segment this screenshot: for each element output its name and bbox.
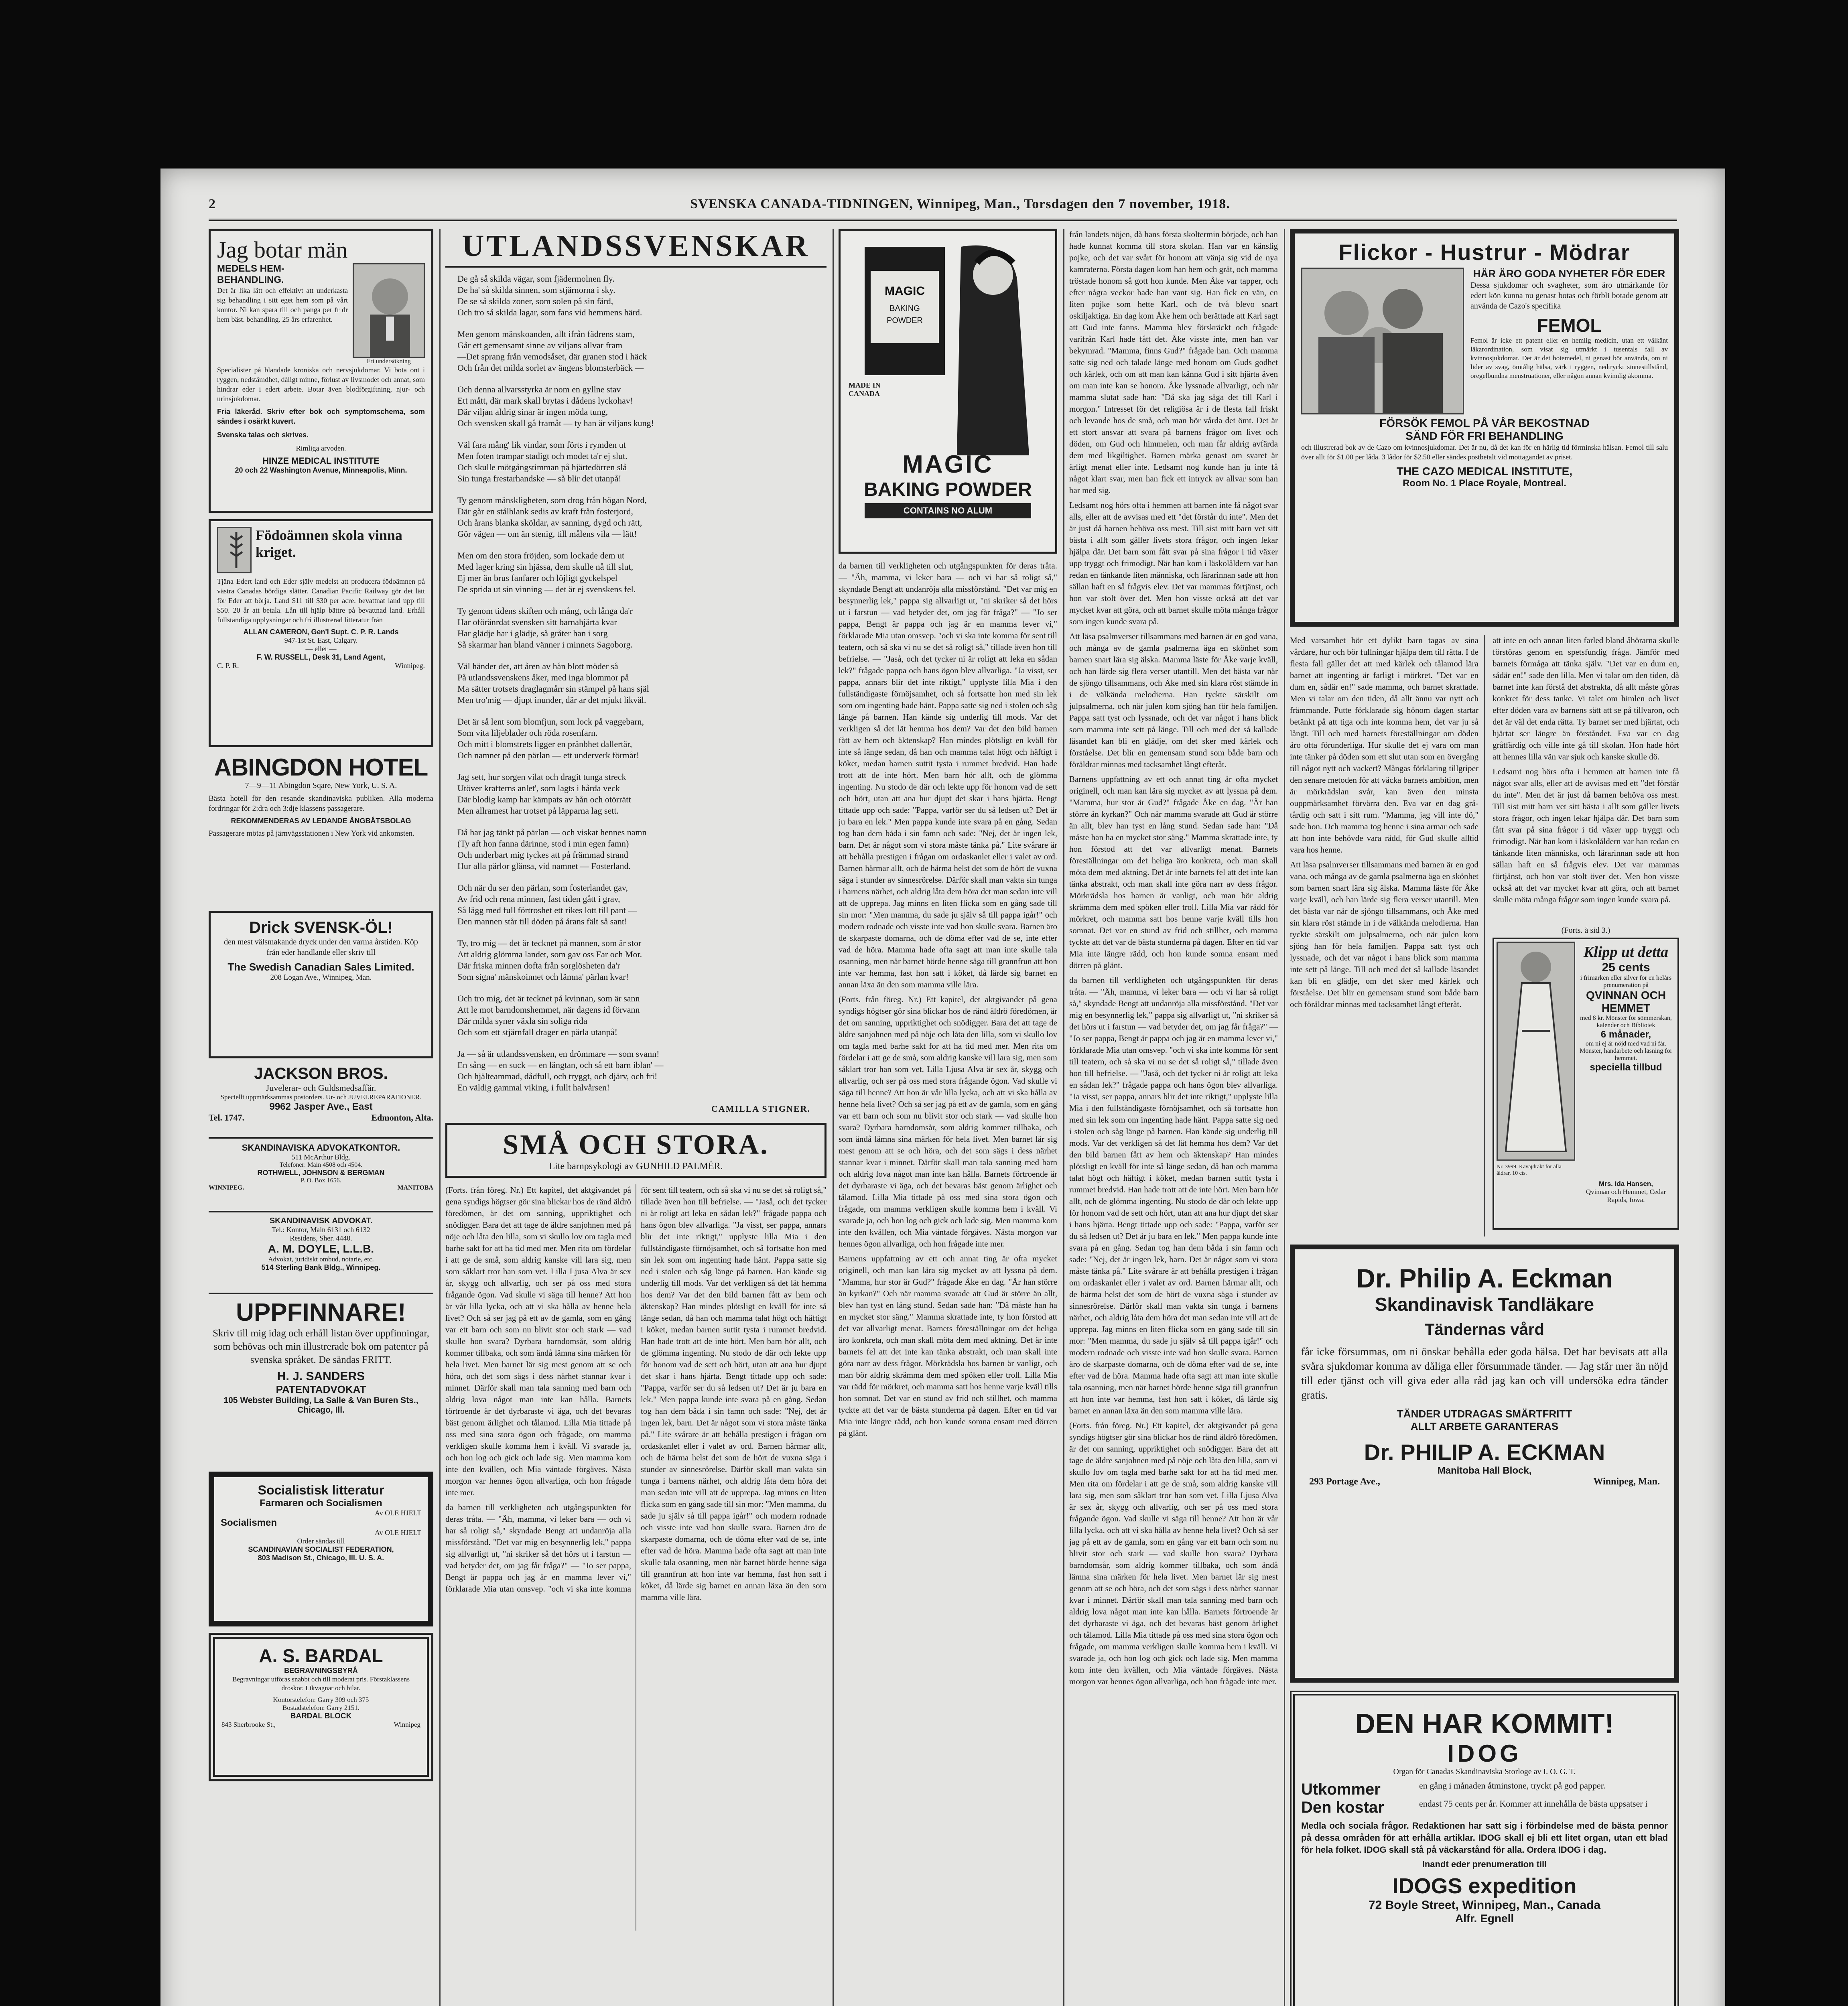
ad-abingdon	[209, 753, 433, 906]
ad-text: Begravningar utföras snabbt och till moderat pris. Förstaklassens droskor. Likvagnar och bilar.	[232, 1675, 410, 1692]
ad-item: Farmaren och Socialismen	[260, 1498, 382, 1509]
ad-contact-city: Winnipeg.	[395, 662, 425, 670]
masthead-title: SVENSKA CANADA-TIDNINGEN, Winnipeg, Man., Torsdagen den 7 november, 1918.	[690, 197, 1230, 211]
ad-text: Speciellt uppmärksammas postorders. Ur- och JUVELREPARATIONER.	[220, 1093, 422, 1101]
ad-name: IDOG	[1447, 1740, 1522, 1767]
article-body	[445, 1184, 827, 1931]
ad-address: 20 och 22 Washington Avenue, Minneapolis, Minn.	[235, 466, 407, 474]
poem-stanza: Men om den stora fröjden, som lockade dem ut Med lager kring sin hjässa, dem skulle nå till slut, Ej mer än brus fanfarer och löjligt gyckelspel De sprida ut sin vinning — det är ej svenskens fel.	[457, 550, 636, 594]
ad-city: Edmonton, Alta.	[371, 1113, 433, 1123]
ad-drick	[209, 911, 433, 1058]
ad-product: BAKING POWDER	[864, 479, 1032, 500]
ad-headline: Drick SVENSK-ÖL!	[249, 919, 393, 936]
ad-company: The Swedish Canadian Sales Limited.	[227, 961, 414, 973]
article-text: da barnen till verkligheten och utgångspunkten för deras tråta. — "Äh, mamma, vi leker bara — och vi har så roligt så," skyndade Bengt att undanröja alla missförstånd. "Det var mig en besynnerlig lek," pappa sig allvarligt ut, "ni skriker så det hörs ut i farstun — vad betyder det, om jag får fråga?" — "Jo ser pappa, Bengt är pappa och jag är en mamma lever vi," förklarade Mia utan omsvep. "och vi ska inte komma för sent till teatern, och så ska vi nu se det så roligt så," tillade även hon till befrielse. — "Jaså, och det tycker ni är roligt att leka en sådan lek?" frågade pappa och hans ögon blev allvarliga. "Ja visst, ser pappa, annars blir det inte riktigt," upplyste lilla Mia i den fullständigaste förnöjsamhet, och så fortsatte hon med sin lek som om ingenting hade hänt. Pappa satte sig ned i stolen och såg länge på barnen. Han kände sig underlig till mods. Var det verkligen så det lät hemma hos dem? Var det den bild barnen fått av hem och äktenskap? Han mindes plötsligt en kväll för inte så länge sedan, då han och mamma talat högt och häftigt i köket, medan barnen suttit tysta i rummet bredvid. Han hade trott att de inte hört. Men barn hör allt, och de glömma ingenting. Nu stodo de där och lekte upp för honom vad de sett och hört, utan att ana hur djupt det skar i hans hjärta. Bengt tittade upp och sade: "Pappa, varför ser du så ledsen ut? Det är ju bara en lek." Men pappa kunde inte svara på en gång. Sedan tog han dem båda i sin famn och sade: "Nej, det är ingen lek, barn. Det är något som vi stora måste tänka på." Lite svårare är att behålla prestigen i frågan om ordaskanlet eller i valet av ord. Barnen härmar allt, och de härma helst det som de hört de vuxna säga i stunder av sinnesrörelse. Därför skall man vakta sin tunga i barnens närhet, och aldrig låta dem höra det man sedan inte vill att de upprepa. Jag minns en liten flicka som en gång sade till sin mor: "Men mamma, du sade ju själv så till pappa igår!" och modern rodnade och visste inte vad hon skulle svara. Barnen äro de skarpaste domarna, och de döma efter vad de se, inte efter vad de höra. Mamma hade ofta sagt att man inte skulle tala osanning, men när barnet hörde henne säga till grannfrun att hon inte var hemma, fast hon satt i köket, då lärde sig barnet en annan läxa än den som mamma ville lära.	[1069, 975, 1278, 1415]
ad-res: Residens, Sher. 4440.	[290, 1234, 352, 1242]
newspaper-page	[160, 169, 1725, 2006]
ad-text: Passagerare mötas på järnvägsstationen i New York vid ankomsten.	[209, 829, 414, 838]
ad-sender: Mrs. Ida Hansen,	[1598, 1180, 1653, 1188]
ad-contact-org: C. P. R.	[217, 662, 239, 670]
ad-text: Skriv till mig idag och erhåll listan över uppfinningar, som behövas och min illustrerade bok om patenter på svenska språket. De sändas FRITT.	[213, 1328, 429, 1365]
ad-address: 803 Madison St., Chicago, Ill. U. S. A.	[258, 1554, 384, 1562]
ad-author: Av OLE HJELT	[375, 1509, 421, 1517]
column-ads-right	[1290, 229, 1679, 2006]
poem-stanza: Jag sett, hur sorgen vilat och dragit tunga streck Utöver krafterns anlet', som lagts i hårda veck Där blodig kamp har kämpats av hån och otörrätt Men allramest har trotset på läpparna lag sett.	[457, 772, 631, 816]
doctor-portrait-illustration	[353, 263, 425, 358]
ad-product: FEMOL	[1537, 315, 1602, 336]
article-subtitle: Lite barnpsykologi av GUNHILD PALMÉR.	[549, 1161, 723, 1172]
poem-stanza: Ty genom mänskligheten, som drog från högan Nord, Där går en stålblank sedis av kraft från fosterjord, Och årans blanka sköldar, av sanning, dygd och rätt, Gör vägen — om än stenig, till målens vila — lätt!	[457, 495, 647, 539]
ad-text: endast 75 cents per år. Kommer att innehålla de bästa uppsatser i	[1419, 1799, 1648, 1809]
ad-headline: Klipp ut detta	[1583, 944, 1669, 960]
page-number: 2	[209, 197, 216, 211]
svg-text:POWDER: POWDER	[887, 316, 923, 325]
article-text: Att läsa psalmverser tillsammans med barnen är en god vana, och många av de gamla psalmerna äga en skönhet som barnen snart lära sig älska. Mamma läste för Åke varje kväll, och han lärde sig flera verser utantill. Men det bästa var när de sjöngo tillsammans, och Åke med sin klara röst stämde in i de välkända melodierna. Han tyckte särskilt om julpsalmerna, och när julen kom sjöng han för hela familjen. Pappa satt tyst och lyssnade, och det var något i hans blick som mamma inte sett på länge. Till och med det så kallade läsandet kan bli en glädje, om det sker med kärlek och förståelse. Det blir en gemensam stund som både barn och föräldrar minnas med tacksamhet långt efteråt.	[1290, 860, 1478, 1009]
ad-text: Dessa sjukdomar och svagheter, som äro utmärkande för edert kön kunna nu genast botas och förbli botade genom att använda de Cazo's specifika	[1470, 281, 1668, 311]
column-article-3	[839, 229, 1057, 2006]
ad-tagline: CONTAINS NO ALUM	[865, 503, 1031, 518]
article-header-box	[445, 1123, 827, 1178]
ad-recommend: REKOMMENDERAS AV LEDANDE ÅNGBÅTSBOLAG	[231, 817, 411, 825]
ad-headline: JACKSON BROS.	[254, 1065, 388, 1082]
ad-text: med 8 kr. Mönster för sömmerskan, kalender och Bibliotek	[1580, 1015, 1672, 1029]
ad-sub: Tändernas vård	[1425, 1321, 1544, 1338]
ad-expedition: IDOGS expedition	[1392, 1874, 1577, 1898]
ad-femol	[1290, 229, 1679, 627]
article-left	[1290, 635, 1485, 1236]
article-title: SMÅ OCH STORA.	[503, 1129, 769, 1160]
ad-address: Room No. 1 Place Royale, Montreal.	[1402, 478, 1567, 489]
ad-price: 25 cents	[1602, 961, 1650, 974]
ad-line: ALLT ARBETE GARANTERAS	[1410, 1420, 1559, 1432]
ad-brand: MAGIC	[902, 451, 993, 478]
poem-stanza: Väl händer det, att åren av hån blott möder så På utlandssvenskens åker, med inga blommor på Ma sätter trotsets draglagmårr sin stämpel på hans själ Men tro'mig — djupt inunder, där ar det mjukt likväl.	[457, 661, 649, 705]
poem-stanza: Ty, tro mig — det är tecknet på mannen, som är stor Att aldrig glömma landet, som gav oss Far och Mor. Där friska minnen dofta från sorglösheten da'r Som signa' mänskoinnet och lämna' pärlan kvar!	[457, 938, 642, 982]
article-text: från landets nöjen, då hans första skoltermin började, och han hade kunnat komma till stora skolan. Han var en känslig pojke, och det var svårt för honom att vänja sig vid de nya kamraterna. Första dagen kom han hem och grät, och mamma tröstade honom så gott hon kunde. Men Åke var tapper, och efter några veckor hade han vant sig. Han fick en vän, en liten pojke som hette Karl, och de två blevo snart oskiljaktiga. En dag kom Åke hem och berättade att Karl sagt att Gud inte fanns. Mamma blev förskräckt och frågade varifrån Karl hade fått det. Åke visste inte, men han var bekymrad. "Mamma, finns Gud?" frågade han. Och mamma satte sig ned och talade länge med honom om Guds godhet och kärlek, och om att man kan känna Gud i sitt hjärta även om man inte kan se honom. Åke lyssnade allvarligt, och när mamma slutat sade han: "Då ska jag säga det till Karl i morgon." Intresset för det religiösa är i de flesta fall friskt och levande hos de små, och man bör vårda det ömt. Det är ett stort ansvar att svara på barnens frågor om livet och döden, om Gud och himmelen, och man får aldrig avfärda dem med likgiltighet. Barnen märka genast om svaret är ärligt menat eller inte. Ledsamt nog kunde han ju inte få något klart svar, men han fick ett intryck av allvar som han bar med sig.	[1069, 229, 1278, 495]
masthead	[209, 195, 1677, 221]
ad-text: och illustrerad bok av de Cazo om kvinnosjukdomar. Det är nu, då det kan för en härlig tid förminska hälsan. Femol till salu över allt för $1.00 per låda. 3 lådor för $2.50 eller sändes postbetalt vid mottagandet av priset.	[1301, 443, 1668, 461]
ad-contact: ALLAN CAMERON, Gen'l Supt. C. P. R. Lands	[243, 628, 399, 636]
ad-text: den mest välsmakande dryck under den varma årstiden. Köp från eder handlande eller skriv till	[224, 938, 418, 957]
ad-headline: DEN HAR KOMMIT!	[1355, 1708, 1614, 1739]
ad-contact: F. W. RUSSELL, Desk 31, Land Agent,	[256, 653, 386, 661]
ad-text: Femol är icke ett patent eller en hemlig medicin, utan ett välkänt läkarordination, som visat sig utmärkt i tusentals fall av kvinnosjukdomar. Det är det botemedel, ni genast bör använda, om ni lider av svag, ömtålig hälsa, värk i ryggen, nedtryckt sinnestillstånd, oregelbundna menstruationer, eller någon annan kvinnlig åkomma.	[1470, 337, 1668, 380]
article-text: (Forts. från föreg. Nr.) Ett kapitel, det aktgivandet på gena syndigs högtser gör sina blickar hos de ränd äldrö föredömen, är det om sanning, uppriktighet och snödigger. Bara det att tage de äldre sanjohnen med på nöje och låta den lilla, som vi skullo lov om tagla med barhe sakt for att ha tid med mer. Men rita om fördelar i att ge de små, som aldrig kanske vill lara sig, men som såklart tror han som vet. Lilla Ljusa Alva är sex år, skygg och allvarlig, och ser på oss med stora frågande ögon. Vad skulle vi säga till henne? Att hon är vår lilla lycka, och att vi ska hålla av henne hela livet? Och så ser jag på ett av de gamla, som en gång var ett barn och som nu blivit stor och stark — vad skulle hon svara? Dyrbara barndomsår, som aldrig kommer tillbaka, och som ändå lämna sina märken för hela livet. Men barnet lär sig mest genom att se och höra, och det som sägs i dess närhet stannar kvar i minnet. Därför skall man tala sanning med barn och aldrig lova något man inte kan hålla. Barnets förtroende är det dyrbaraste vi äga, och det bevaras bäst genom ärlighet och tålamod. Lilla Mia tittade på oss med sina stora ögon och frågade, om mamma verkligen skulle komma hem i kväll. Vi svarade ja, och hon log och gick och lade sig. Men mamma kom inte den kvällen, och Mia väntade förgäves. Nästa morgon var hennes ögon allvarliga, och hon frågade inte mer.	[1069, 1421, 1278, 1686]
article-right	[1493, 635, 1679, 1236]
ad-headline: Dr. Philip A. Eckman	[1356, 1263, 1613, 1293]
ad-text: Juvelerar- och Guldsmedsaffär.	[266, 1083, 376, 1093]
ad-bardal	[209, 1633, 433, 1781]
ad-lead: MEDELS HEM-BEHANDLING.	[217, 263, 284, 285]
ad-institute: HINZE MEDICAL INSTITUTE	[262, 456, 380, 466]
ad-made-in: MADE IN CANADA	[849, 381, 881, 398]
ad-address: 7—9—11 Abingdon Sqare, New York, U. S. A.	[245, 781, 397, 790]
ad-box: P. O. Box 1656.	[301, 1177, 341, 1184]
ad-role: BEGRAVNINGSBYRÅ	[284, 1667, 358, 1675]
ad-block: Manitoba Hall Block,	[1437, 1465, 1532, 1476]
ad-text: en gång i månaden åtminstone, tryckt på god papper.	[1419, 1781, 1606, 1791]
ad-skandinaviska	[209, 1143, 433, 1212]
ad-sub: HÄR ÄRO GODA NYHETER FÖR EDER	[1473, 268, 1665, 280]
ad-doyle	[209, 1216, 433, 1294]
ad-idog	[1290, 1691, 1679, 2006]
ad-magic-baking-powder	[839, 229, 1057, 554]
ad-text: i frimärken eller silver för en helårs prenumeration på	[1580, 975, 1672, 989]
ad-text: Specialister på blandade kroniska och nervsjukdomar. Vi bota ont i ryggen, nedstämdhet, dåligt minne, förlust av livsmodet och annat, som hindrar eder i edert arbete. Botar även blodförgiftning, njur- och urinsjukdomar.	[217, 366, 425, 403]
ad-tel: Tel.: Kontor, Main 6131 och 6132	[272, 1226, 370, 1234]
ad-firm: ROTHWELL, JOHNSON & BERGMAN	[257, 1169, 385, 1177]
ad-text: om ni ej är nöjd med vad ni får. Mönster, handarbete och läsning för hemmet.	[1580, 1040, 1672, 1062]
ad-address: 293 Portage Ave.,	[1309, 1476, 1380, 1487]
article-right-text	[1493, 635, 1679, 924]
ad-line: TÄNDER UTDRAGAS SMÄRTFRITT	[1397, 1408, 1572, 1420]
ad-caption: Nr. 3999. Kavajdräkt för alla åldrar, 10 cts.	[1497, 1164, 1562, 1176]
ad-headline: Jag botar män	[217, 237, 348, 263]
ad-socialistisk	[209, 1472, 433, 1626]
column-article-4	[1069, 229, 1278, 2006]
ad-org: SCANDINAVIAN SOCIALIST FEDERATION,	[248, 1545, 394, 1553]
poem-stanza: Väl fara mång' lik vindar, som förts i rymden ut Men foten trampar stadigt och modet ta'r ej slut. Och skulle mötgångstimman på hjärtedörren slå Sin tunga frestarhandske — så blir det utanpå!	[457, 440, 628, 483]
ad-magazine: QVINNAN OCH HEMMET	[1586, 989, 1666, 1014]
column-rule	[1284, 229, 1285, 2006]
ad-res: Bostadstelefon: Garry 2151.	[282, 1704, 360, 1712]
ad-jag-botar	[209, 229, 433, 513]
ad-institute: THE CAZO MEDICAL INSTITUTE,	[1396, 465, 1573, 477]
ad-text: Advokat, juridiskt ombud, notarie, etc.	[268, 1255, 374, 1263]
ad-text: Svenska talas och skrives.	[217, 431, 309, 439]
poem-stanza: Och när du ser den pärlan, som fosterlandet gav, Av frid och rena minnen, fast tiden gått i grav, Så lägg med full förtroshet ett rikes lott till pant — Den mannen står till döden på årans fält så sant!	[457, 883, 637, 926]
article-continuation	[839, 560, 1057, 2006]
poem-signature: CAMILLA STIGNER.	[711, 1104, 810, 1114]
column-poem	[445, 229, 827, 2006]
ad-address: 105 Webster Building, La Salle & Van Buren Sts., Chicago, Ill.	[223, 1396, 418, 1415]
ad-text: Rimliga arvoden.	[296, 444, 346, 452]
ad-headline: SKANDINAVISK ADVOKAT.	[269, 1216, 373, 1225]
ad-text: Det är lika lätt och effektivt att underkasta sig behandling i sitt eget hem som på vårt kontor. Ni kan spara till och pänga per fr dr hem bäst. behandling. 25 års erfarenhet.	[217, 286, 348, 323]
column-rule	[439, 229, 441, 2006]
ad-or: — eller —	[305, 645, 337, 653]
article-text: Ledsamt nog hörs ofta i hemmen att barnen inte få något svar alls, eller att de avvisas med ett "det förstår du inte". Men det är just då barnen behöva oss mest. Till sist mitt barn vet sitt bästa i allt som gäller livets stora frågor, och ingen lekar hjälpa där. Det barn som fått svar på sina frågor i tid växer upp tryggt och frimodigt. När han kom i läskolåldern var han redan en tänkande liten människa, och lärarinnan sade att hon sällan haft en så frågvis elev. Det var mammas förtjänst, och hon var stolt över det. Men hon visste också att det var mycket kvar att göra, och att barnet skulle möta många frågor som ingen kunde svara på.	[1493, 767, 1679, 904]
poem-body	[445, 273, 827, 1093]
poem-stanza: Ja — så är utlandssvensken, en drömmare — som svann! En sång — en suck — en längtan, och så ett barn iblan' — Och hjälteammad, dådfull, och tryggt, och djärv, och fri! En väldig gammal viking, i fullt halvårsen!	[457, 1049, 664, 1092]
ad-text: 511 McArthur Bldg.	[291, 1153, 351, 1161]
continued-note: (Forts. å sid 3.)	[1561, 926, 1610, 935]
article-text: att inte en och annan liten farled bland åhörarna skulle förstöras genom en spetsfundig fråga. Jämför med barnets förmåga att tänka själv. "Det var en dum en, sådär en!" sade den lilla. Men vi talar om den tiden, då barnet inte kan förstå det abstrakta, då allt måste göras konkret för dess tanke. Vi talet om himlen och livet efter döden vara av barnens sätt att se på tillvaron, och det är väl det enda rätta. Ty barnet ser med hjärtat, och hjärtat ser längre än förståndet. Eva var en dag gråtfärdig och ville inte gå till skolan. Hon hade hört att hennes lilla vän var sjuk och kanske skulle dö.	[1493, 636, 1679, 761]
ad-order: Order sändas till	[297, 1537, 345, 1545]
ad-block: BARDAL BLOCK	[290, 1712, 352, 1720]
magic-can-illustration	[841, 231, 1055, 471]
ad-headline: A. S. BARDAL	[259, 1645, 383, 1666]
article-text: da barnen till verkligheten och utgångspunkten för deras tråta. — "Äh, mamma, vi leker bara — och vi har så roligt så," skyndade Bengt att undanröja alla missförstånd. "Det var mig en besynnerlig lek," pappa sig allvarligt ut, "ni skriker så det hörs ut i farstun — vad betyder det, om jag får fråga?" — "Jo ser pappa, Bengt är pappa och jag är en mamma lever vi," förklarade Mia utan omsvep. "och vi ska inte komma för sent till teatern, och så ska vi nu se det så roligt så," tillade även hon till befrielse. — "Jaså, och det tycker ni är roligt att leka en sådan lek?" frågade pappa och hans ögon blev allvarliga. "Ja visst, ser pappa, annars blir det inte riktigt," upplyste lilla Mia i den fullständigaste förnöjsamhet, och så fortsatte hon med sin lek som om ingenting hade hänt. Pappa satte sig ned i stolen och såg länge på barnen. Han kände sig underlig till mods. Var det verkligen så det lät hemma hos dem? Var det den bild barnen fått av hem och äktenskap? Han mindes plötsligt en kväll för inte så länge sedan, då han och mamma talat högt och häftigt i köket, medan barnen suttit tysta i rummet bredvid. Han hade trott att de inte hört. Men barn hör allt, och de glömma ingenting. Nu stodo de där och lekte upp för honom vad de sett och hört, utan att ana hur djupt det skar i hans hjärta. Bengt tittade upp och sade: "Pappa, varför ser du så ledsen ut? Det är ju bara en lek." Men pappa kunde inte svara på en gång. Sedan tog han dem båda i sin famn och sade: "Nej, det är ingen lek, barn. Det är något som vi stora måste tänka på." Lite svårare är att behålla prestigen i frågan om ordaskanlet eller i valet av ord. Barnen härmar allt, och de härma helst det som de hört de vuxna säga i stunder av sinnesrörelse. Därför skall man vakta sin tunga i barnens närhet, och aldrig låta dem höra det man sedan inte vill att de upprepa. Jag minns en liten flicka som en gång sade till sin mor: "Men mamma, du sade ju själv så till pappa igår!" och modern rodnade och visste inte vad hon skulle svara. Barnen äro de skarpaste domarna, och de döma efter vad de se, inte efter vad de höra. Mamma hade ofta sagt att man inte skulle tala osanning, men när barnet hörde henne säga till grannfrun att hon inte var hemma, fast hon satt i köket, då lärde sig barnet en annan läxa än den som mamma ville lära.	[445, 1185, 827, 1602]
portrait-caption: Fri undersökning	[367, 358, 411, 365]
article-text: Att läsa psalmverser tillsammans med barnen är en god vana, och många av de gamla psalmerna äga en skönhet som barnen snart lära sig älska. Mamma läste för Åke varje kväll, och han lärde sig flera verser utantill. Men det bästa var när de sjöngo tillsammans, och Åke med sin klara röst stämde in i de välkända melodierna. Han tyckte särskilt om julpsalmerna, och när julen kom sjöng han för hela familjen. Pappa satt tyst och lyssnade, och det var något i hans blick som mamma inte sett på länge. Till och med det så kallade läsandet kan bli en glädje, om det sker med kärlek och förståelse. Det blir en gemensam stund som både barn och föräldrar minnas med tacksamhet långt efteråt.	[1069, 631, 1278, 769]
ad-address: 843 Sherbrooke St.,	[221, 1721, 276, 1728]
column-rule	[1063, 229, 1064, 2006]
column-rule	[833, 229, 834, 2006]
ad-free: 6 månader,	[1600, 1029, 1651, 1040]
ad-name: Dr. PHILIP A. ECKMAN	[1364, 1440, 1605, 1465]
ad-line: Inandt eder prenumeration till	[1422, 1859, 1547, 1869]
article-text: Barnens uppfattning av ett och annat ting är ofta mycket originell, och man kan lära sig mycket av att lyssna på dem. "Mamma, hur stor är Gud?" frågade Åke en dag. "Är han större än kyrkan?" Och när mamma svarade att Gud är större än allt, blev han tyst en lång stund. Sedan sade han: "Då måste han ha en mycket stor säng." Mamma skrattade inte, ty hon förstod att det var allvarligt menat. Barnets föreställningar om det heliga äro konkreta, och man skall möta dem med aktning. Det är inte barnets fel att det inte kan tänka abstrakt, och man skall inte göra narr av dess frågor. Mörkrädsla hos barnen är vanligt, och man bör aldrig skrämma dem med spöken eller troll. Lilla Mia var rädd för mörkret, och mamma satt hos henne varje kväll tills hon somnat. Det var en stund av frid och stillhet, och mamma tyckte att det var de bästa stunderna på dagen. Efter en tid var Mia inte längre rädd, och hon kunde somna ensam med dörren på glänt.	[1069, 774, 1278, 970]
ad-headline: ABINGDON HOTEL	[214, 754, 428, 781]
ad-text: Tjäna Edert land och Eder själv medelst att producera födoämnen på västra Canadas bördiga slätter. Canadian Pacific Railway gör det lätt för Eder att börja. Land $11 till $30 per acre. bevattnat land upp till $50. 20 år att betala. Lån till hjälp bättre på bevattnad land. Erhåll fullständiga upplysningar och fri illustrerad litteratur från	[217, 577, 425, 624]
svg-text:MAGIC: MAGIC	[885, 284, 925, 298]
wheat-icon	[217, 527, 252, 573]
ad-label: Den kostar	[1301, 1799, 1384, 1816]
ad-item: Socialismen	[221, 1517, 277, 1528]
ad-headline: UPPFINNARE!	[236, 1299, 406, 1326]
ad-name: H. J. SANDERS	[277, 1370, 365, 1383]
article-continuation	[1069, 229, 1278, 2006]
poem-stanza: Ty genom tidens skiften och mång, och långa da'r Har oföränrdat svensken sitt barnahjärta kvar Har glädje har i glädje, så gråter han i sorg Så skarmar han bland vänner i minnets Sagoborg.	[457, 606, 633, 650]
article-text: (Forts. från föreg. Nr.) Ett kapitel, det aktgivandet på gena syndigs högtser gör sina blickar hos de ränd äldrö föredömen, är det om sanning, uppriktighet och snödigger. Bara det att tage de äldre sanjohnen med på nöje och låta den lilla, som vi skullo lov om tagla med barhe sakt for att ha tid med mer. Men rita om fördelar i att ge de små, som aldrig kanske vill lara sig, men som såklart tror han som vet. Lilla Ljusa Alva är sex år, skygg och allvarlig, och ser på oss med stora frågande ögon. Vad skulle vi säga till henne? Att hon är vår lilla lycka, och att vi ska hålla av henne hela livet? Och så ser jag på ett av de gamla, som en gång var ett barn och som nu blivit stor och stark — vad skulle hon svara? Dyrbara barndomsår, som aldrig kommer tillbaka, och som ändå lämna sina märken för hela livet. Men barnet lär sig mest genom att se och höra, och det som sägs i dess närhet stannar kvar i minnet. Därför skall man tala sanning med barn och aldrig lova något man inte kan hålla. Barnets förtroende är det dyrbaraste vi äga, och det bevaras bäst genom ärlighet och tålamod. Lilla Mia tittade på oss med sina stora ögon och frågade, om mamma verkligen skulle komma hem i kväll. Vi svarade ja, och hon log och gick och lade sig. Men mamma kom inte den kvällen, och Mia väntade förgäves. Nästa morgon var hennes ögon allvarliga, och hon frågade inte mer.	[445, 1185, 631, 1497]
ad-text: Telefoner: Main 4508 och 4504.	[279, 1161, 363, 1168]
article-text: da barnen till verkligheten och utgångspunkten för deras tråta. — "Äh, mamma, vi leker bara — och vi har så roligt så," skyndade Bengt att undanröja alla missförstånd. "Det var mig en besynnerlig lek," pappa sig allvarligt ut, "ni skriker så det hörs ut i farstun — vad betyder det, om jag får fråga?" — "Jo ser pappa, Bengt är pappa och jag är en mamma lever vi," förklarade Mia utan omsvep. "och vi ska inte komma för sent till teatern, och så ska vi nu se det så roligt så," tillade även hon till befrielse. — "Jaså, och det tycker ni är roligt att leka en sådan lek?" frågade pappa och hans ögon blev allvarliga. "Ja visst, ser pappa, annars blir det inte riktigt," upplyste lilla Mia i den fullständigaste förnöjsamhet, och så fortsatte hon med sin lek som om ingenting hade hänt. Pappa satte sig ned i stolen och såg länge på barnen. Han kände sig underlig till mods. Var det verkligen så det lät hemma hos dem? Var det den bild barnen fått av hem och äktenskap? Han mindes plötsligt en kväll för inte så länge sedan, då han och mamma talat högt och häftigt i köket, medan barnen suttit tysta i rummet bredvid. Han hade trott att de inte hört. Men barn hör allt, och de glömma ingenting. Nu stodo de där och lekte upp för honom vad de sett och hört, utan att ana hur djupt det skar i hans hjärta. Bengt tittade upp och sade: "Pappa, varför ser du så ledsen ut? Det är ju bara en lek." Men pappa kunde inte svara på en gång. Sedan tog han dem båda i sin famn och sade: "Nej, det är ingen lek, barn. Det är något som vi stora måste tänka på." Lite svårare är att behålla prestigen i frågan om ordaskanlet eller i valet av ord. Barnen härmar allt, och de härma helst det som de hört de vuxna säga i stunder av sinnesrörelse. Därför skall man vakta sin tunga i barnens närhet, och aldrig låta dem höra det man sedan inte vill att de upprepa. Jag minns en liten flicka som en gång sade till sin mor: "Men mamma, du sade ju själv så till pappa igår!" och modern rodnade och visste inte vad hon skulle svara. Barnen äro de skarpaste domarna, och de döma efter vad de se, inte efter vad de höra. Mamma hade ofta sagt att man inte skulle tala osanning, men när barnet hörde henne säga till grannfrun att hon inte var hemma, fast hon satt i köket, då lärde sig barnet en annan läxa än den som mamma ville lära.	[839, 561, 1057, 989]
column-ads-left	[209, 229, 433, 2006]
ad-title: Skandinavisk Tandläkare	[1375, 1294, 1594, 1315]
ad-address: 72 Boyle Street, Winnipeg, Man., Canada	[1368, 1898, 1601, 1912]
ad-jackson	[209, 1065, 433, 1139]
ad-city: Winnipeg	[394, 1721, 420, 1728]
ad-tel: Tel. 1747.	[209, 1113, 245, 1123]
ad-fodoamnen	[209, 519, 433, 747]
ad-offer: FÖRSÖK FEMOL PÅ VÅR BEKOSTNAD	[1379, 417, 1590, 429]
poem-stanza: Då har jag tänkt på pärlan — och viskat hennes namn (Ty aft hon fanna därinne, stod i min egen famn) Och underbart mig tyckes att på främmad strand Hur alla pärlor glänsa, vid namnet — Fosterland.	[457, 827, 647, 871]
poem-stanza: Det är så lent som blomfjun, som lock på vaggebarn, Som vita liljeblader och röda rosenfarn. Och mitt i blomstrets ligger en pränbhet dallertär, Och namnet på den pärlan — ett underverk förmår!	[457, 717, 644, 760]
ad-label: Utkommer	[1301, 1781, 1381, 1798]
ad-person: Alfr. Egnell	[1455, 1912, 1514, 1925]
ad-headline: Födoämnen skola vinna kriget.	[255, 527, 402, 560]
ad-text: Fria läkeråd. Skriv efter bok och symptomschema, som sändes i osärkt kuvert.	[217, 408, 425, 425]
ad-name: A. M. DOYLE, L.L.B.	[268, 1243, 374, 1255]
article-two-column	[1290, 635, 1679, 1236]
ad-contact-address: 947-1st St. East, Calgary.	[284, 636, 358, 644]
article-text: Med varsamhet bör ett dylikt barn tagas av sina vårdare, hur och bör fullningar hjälpa dem till rätta. I de flesta fall gäller det att med kärlek och tålamod lära barnet att ingenting är farligt i mörkret. "Det var en dum en, sådär en!" sade mamma, och barnet skrattade. Men vi talar om den tiden, då allt ännu var nytt och främmande. Putte förklarade sig hönom dagen startar betänkt på att tiga och inte komma hem, det var ju så långt. Till och med barnets föreställningar om döden äro ofta förunderliga. Hur skulle det ej vara om man inte tänker på döden som ett slut utan som en övergång till något nytt och vackert? Mångas förklaring tillgriper den senare metoden för att väcka barnets ambition, men är mörkrädslan svår, kan även den minsta ouppmärksamhet förvärra den. Eva var en dag grå-tårdig och satt i sitt rum. "Mamma, jag vill inte dö," sade hon. Och mamma tog henne i sina armar och sade att hon inte behövde vara rädd, för Gud skulle alltid vara hos henne.	[1290, 636, 1478, 855]
poem-title: UTLANDSSVENSKAR	[445, 229, 827, 268]
ad-author: Av OLE HJELT	[375, 1529, 421, 1537]
ad-province: MANITOBA	[397, 1184, 433, 1191]
ad-address: 9962 Jasper Ave., East	[269, 1101, 373, 1112]
woman-dress-illustration	[1497, 942, 1575, 1161]
svg-text:BAKING: BAKING	[889, 304, 920, 313]
ad-headline: SKANDINAVISKA ADVOKATKONTOR.	[242, 1143, 400, 1153]
ad-eckman	[1290, 1245, 1679, 1683]
ad-sub: Organ för Canadas Skandinaviska Storloge av I. O. G. T.	[1393, 1767, 1576, 1776]
poem-stanza: Och tro mig, det är tecknet på kvinnan, som är sann Att le mot barndomshemmet, när dagens id förvann Där milda syner växla sin soliga rida Och som ett stjärnfall drager en pärla utanpå!	[457, 993, 640, 1037]
ad-offer: SÄND FÖR FRI BEHANDLING	[1405, 430, 1564, 442]
ad-address: 514 Sterling Bank Bldg., Winnipeg.	[261, 1263, 381, 1271]
ad-role: PATENTADVOKAT	[276, 1383, 366, 1395]
ad-tel: Kontorstelefon: Garry 309 och 375	[273, 1696, 369, 1703]
ad-uppfinnare	[209, 1298, 433, 1467]
ad-city: Winnipeg, Man.	[1593, 1476, 1660, 1487]
article-text: Barnens uppfattning av ett och annat ting är ofta mycket originell, och man kan lära sig mycket av att lyssna på dem. "Mamma, hur stor är Gud?" frågade Åke en dag. "Är han större än kyrkan?" Och när mamma svarade att Gud är större än allt, blev han tyst en lång stund. Sedan sade han: "Då måste han ha en mycket stor säng." Mamma skrattade inte, ty hon förstod att det var allvarligt menat. Barnets föreställningar om det heliga äro konkreta, och man skall möta dem med aktning. Det är inte barnets fel att det inte kan tänka abstrakt, och man skall inte göra narr av dess frågor. Mörkrädsla hos barnen är vanligt, och man bör aldrig skrämma dem med spöken eller troll. Lilla Mia var rädd för mörkret, och mamma satt hos henne varje kväll tills hon somnat. Det var en stund av frid och stillhet, och mamma tyckte att det var de bästa stunderna på dagen. Efter en tid var Mia inte längre rädd, och hon kunde somna ensam med dörren på glänt.	[839, 1254, 1057, 1438]
ad-text: får icke försummas, om ni önskar behålla eder goda hälsa. Det har bevisats att alla svåra sjukdomar komma av dåliga eller försummade tänder. — Jag står mer än nöjd till eder tjänst och vill giva eder alla råd jag kan och vill undersöka edra tänder gratis.	[1301, 1346, 1668, 1401]
poem-stanza: Och denna allvarsstyrka är nom en gyllne stav Ett mått, där mark skall brytas i dådens lyckohav! Där viljan aldrig sinar är ingen möda tung, Och svensken skall gå framåt — ty han är viljans kung!	[457, 384, 654, 428]
ad-text: Bästa hotell för den resande skandinaviska publiken. Alla moderna fordringar för 2:dra och 3:dje klassens passagerare.	[209, 794, 433, 813]
women-illustration	[1301, 268, 1464, 414]
ad-headline: Socialistisk litteratur	[258, 1483, 384, 1497]
ad-address: Qvinnan och Hemmet, Cedar Rapids, Iowa.	[1586, 1188, 1666, 1204]
poem-stanza: Men genom mänskoanden, allt ifrån fädrens stam, Går ett gemensamt sinne av viljans allvar fram —Det sprang från vemodsåset, där granen stod i häck Och från det milda sorlet av ängens blomsterbäck —	[457, 329, 647, 373]
article-text: Ledsamt nog hörs ofta i hemmen att barnen inte få något svar alls, eller att de avvisas med ett "det förstår du inte". Men det är just då barnen behöva oss mest. Till sist mitt barn vet sitt bästa i allt som gäller livets stora frågor, och ingen lekar hjälpa där. Det barn som fått svar på sina frågor i tid växer upp tryggt och frimodigt. När han kom i läskolåldern var han redan en tänkande liten människa, och lärarinnan sade att hon sällan haft en så frågvis elev. Det var mammas förtjänst, och hon var stolt över det. Men hon visste också att det var mycket kvar att göra, och att barnet skulle möta många frågor som ingen kunde svara på.	[1069, 500, 1278, 626]
ad-address: 208 Logan Ave., Winnipeg, Man.	[270, 973, 372, 982]
ad-city: WINNIPEG.	[209, 1184, 244, 1191]
article-text: (Forts. från föreg. Nr.) Ett kapitel, det aktgivandet på gena syndigs högtser gör sina blickar hos de ränd äldrö föredömen, är det om sanning, uppriktighet och snödigger. Bara det att tage de äldre sanjohnen med på nöje och låta den lilla, som vi skullo lov om tagla med barhe sakt for att ha tid med mer. Men rita om fördelar i att ge de små, som aldrig kanske vill lara sig, men som såklart tror han som vet. Lilla Ljusa Alva är sex år, skygg och allvarlig, och ser på oss med stora frågande ögon. Vad skulle vi säga till henne? Att hon är vår lilla lycka, och att vi ska hålla av henne hela livet? Och så ser jag på ett av de gamla, som en gång var ett barn och som nu blivit stor och stark — vad skulle hon svara? Dyrbara barndomsår, som aldrig kommer tillbaka, och som ändå lämna sina märken för hela livet. Men barnet lär sig mest genom att se och höra, och det som sägs i dess närhet stannar kvar i minnet. Därför skall man tala sanning med barn och aldrig lova något man inte kan hålla. Barnets förtroende är det dyrbaraste vi äga, och det bevaras bäst genom ärlighet och tålamod. Lilla Mia tittade på oss med sina stora ögon och frågade, om mamma verkligen skulle komma hem i kväll. Vi svarade ja, och hon log och gick och lade sig. Men mamma kom inte den kvällen, och Mia väntade förgäves. Nästa morgon var hennes ögon allvarliga, och hon frågade inte mer.	[839, 995, 1057, 1249]
ad-text: Medla och sociala frågor. Redaktionen har satt sig i förbindelse med de bästa pennor på dessa områden för att erhålla artiklar. IDOG skall ej bli ett litet organ, utan ett blad för hela folket. IDOG skall stå på väckarstånd för alla. Ordera IDOG i dag.	[1301, 1821, 1668, 1855]
ad-special: speciella tillbud	[1590, 1062, 1662, 1073]
ad-klipp-ut	[1493, 938, 1679, 1230]
ad-headline: Flickor - Hustrur - Mödrar	[1338, 240, 1631, 265]
poem-stanza: De gå så skilda vägar, som fjädermolnen fly. De ha' så skilda sinnen, som stjärnorna i sky. De se så skilda zoner, som solen på sin färd, Och tro så skilda lagar, som fans vid hemmens härd.	[457, 274, 642, 317]
